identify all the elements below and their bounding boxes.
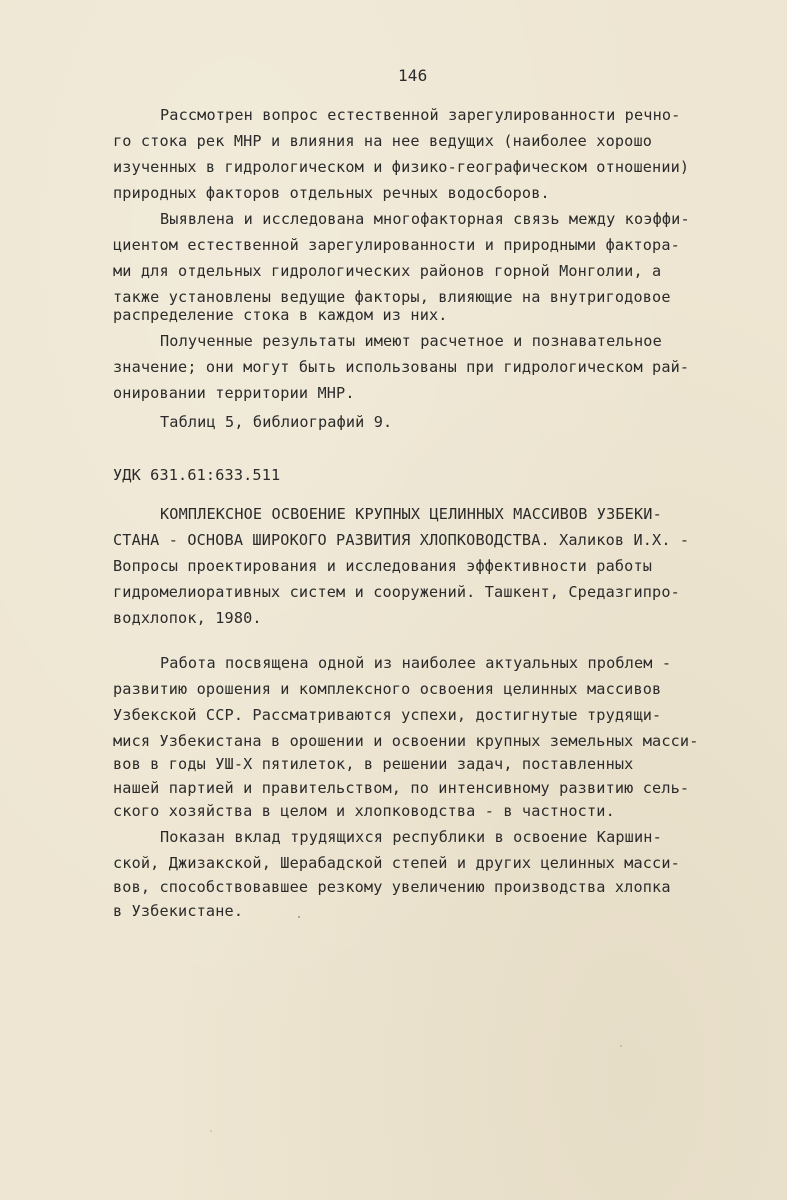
text-line: Показан вклад трудящихся республики в освоение Каршин-	[160, 828, 662, 846]
text-line: ской, Джизакской, Шерабадской степей и других целинных масси-	[113, 854, 680, 872]
citation-line: Вопросы проектирования и исследования эффективности работы	[113, 557, 653, 575]
text-line: ми для отдельных гидрологических районов горной Монголии, а	[113, 262, 662, 280]
paper-speck	[620, 1045, 622, 1047]
text-line: циентом естественной зарегулированности и природными фактора-	[113, 236, 680, 254]
text-line: го стока рек МНР и влияния на нее ведущих (наиболее хорошо	[113, 132, 653, 150]
paper-speck	[210, 1130, 212, 1132]
text-line: Узбекской ССР. Рассматриваются успехи, достигнутые трудящи-	[113, 706, 662, 724]
citation-line: КОМПЛЕКСНОЕ ОСВОЕНИЕ КРУПНЫХ ЦЕЛИННЫХ МАССИВОВ УЗБЕКИ-	[160, 505, 662, 523]
text-line: Выявлена и исследована многофакторная связь между коэффи-	[160, 210, 690, 228]
text-line: ского хозяйства в целом и хлопководства - в частности.	[113, 802, 615, 820]
text-line: развитию орошения и комплексного освоения целинных массивов	[113, 680, 662, 698]
text-line: вов, способствовавшее резкому увеличению производства хлопка	[113, 878, 671, 896]
citation-line: гидромелиоративных систем и сооружений. Ташкент, Средазгипро-	[113, 583, 680, 601]
page-number: 146	[398, 66, 428, 85]
text-line: распределение стока в каждом из них.	[113, 306, 448, 324]
citation-line: СТАНА - ОСНОВА ШИРОКОГО РАЗВИТИЯ ХЛОПКОВОДСТВА. Халиков И.Х. -	[113, 531, 690, 549]
text-line: Работа посвящена одной из наиболее актуальных проблем -	[160, 654, 672, 672]
text-line: вов в годы УШ-Х пятилеток, в решении задач, поставленных	[113, 755, 634, 773]
text-line: в Узбекистане.	[113, 902, 244, 920]
citation-line: водхлопок, 1980.	[113, 609, 262, 627]
paper-speck	[298, 916, 300, 918]
text-line: изученных в гидрологическом и физико-географическом отношении)	[113, 158, 690, 176]
text-line: Полученные результаты имеют расчетное и познавательное	[160, 332, 662, 350]
text-line: онировании территории МНР.	[113, 384, 355, 402]
text-line: природных факторов отдельных речных водосборов.	[113, 184, 550, 202]
text-line: Рассмотрен вопрос естественной зарегулированности речно-	[160, 106, 681, 124]
udc-code: УДК 631.61:633.511	[113, 466, 281, 484]
text-line: нашей партией и правительством, по интенсивному развитию сель-	[113, 779, 690, 797]
text-line: значение; они могут быть использованы при гидрологическом рай-	[113, 358, 690, 376]
text-line: мися Узбекистана в орошении и освоении крупных земельных масси-	[113, 732, 699, 750]
tables-bibliography-note: Таблиц 5, библиографий 9.	[160, 413, 393, 431]
text-line: также установлены ведущие факторы, влияющие на внутригодовое	[113, 288, 671, 306]
